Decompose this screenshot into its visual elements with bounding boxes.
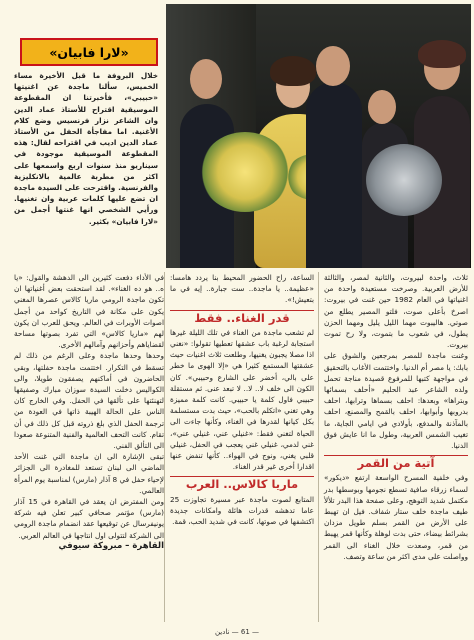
- box-title: [20, 38, 158, 66]
- left-paragraph-3: وحدها وحدها ماجدة وعلى الرغم من ذلك لم تسقط في التكرار. اختتمت ماجدة حفلتها، وبقي الحاضرون في أماكنهم يصفقون طويلا، والى الكواليس دخلت السيدة سوزان مبارك وصفيقها لتهنئتها على تألقها في الحفل. وفي الخارج كان الناس على الحالة الهيبة ذاتها في العودة من ترجمة الحفل الذي بلغ ذروته قبل كل ذلك في أن تقام. كانت التحف العالمية والفنية المتنوعة صعودا الى التألق الفني.: [14, 351, 164, 451]
- man-right-face: [316, 46, 350, 86]
- right-paragraph-2: وغنت ماجدة للمصر بمرجعين والشوق على بابك: يا مصر أم الدنيا. واختتمت الأغاب بالتحقيق في مواجهة كتبها للمرفوع قصيدة مناجة تحمل ولده الشاعر عبد الحليم «أحلف بسمائها وبتراها» وبعدها: احلف بسماها وترابها، احلف بدروبها وأبوابها، احلف بالقمح والمصنع، احلف بالمآذنة والمدفع، بأولادي في ايامي الجاية، ما تغيب الشمس العربية، وطول ما انا عايش فوق الدنيا.: [324, 351, 468, 451]
- left-column-bottom: [14, 272, 164, 552]
- page-footer: — 61 — نادين: [214, 628, 260, 636]
- left-paragraph-2: في الأداء دفعت كثيرين الى الدهشة والقول: «يا ه.. هو ده الغناء». لقد استحقت بعض أغنياتها ان تكون ماجدة الرومي ماريا كالاس عصرها المغني يكون على مكانة في التاريخ كواحد من أجمل اصوات الأوبرات في العالم. ويحق للعرب ان يكون لهم «ماريا كالاس» التي تفرد بصوتها مساحة لقضاياهم وأحزانهم وآمالهم الأخرى.: [14, 273, 164, 350]
- box-title-text: «لارا فابيان»: [49, 44, 129, 60]
- middle-paragraph-3: المتابع لصوت ماجدة عبر مسيرة تجاوزت 25 عاما تدهشه قدرات هائلة وامكانات جديدة اكتشفها في صوتها، كانت في شديد الحب، قمة.: [170, 494, 314, 527]
- subheading-1: آتية من القمر: [324, 455, 468, 469]
- left-column-top: [14, 70, 158, 227]
- woman-right-2-hair: [418, 40, 466, 68]
- middle-paragraph-2: لم تشعب ماجدة من الغناء في تلك الليلة غيرها استجابة لرغبة باب عشقها تعطيها تقولوا: «نغني اذا مصلا يجبون يغنيها، وطلعت ثلاث اغنيات حيث عشقتها المستمع كثيرا هي «إلا الهوى ما خطر على بالي، أخضر على الشارع وحبيبي». كان الكون الى خلف لا.. لا.. لا تبعد عنى. ثم مستقلة حبيبي فاول كلمة يا حبيبي. كانت كلمة مميزة وهي تغني «اتكلم بالحب»، حيث بدت مستسلمة بكل كيانها لقدرها في الغناء، وكأنها جاءت الى الحياة لتغني فقط: «غنيلي عني، غنيلي عني»، غني لدمي، غنيلي غني يعجب في الحفل، غنيلي قلبي يغني، ونوج في الهواء.. كأنها تنفض عنها اقدارا أخرى غير قدر الغناء.: [170, 327, 314, 472]
- middle-paragraph-1: الساعة، راح الحضور المحيط بنا يردد هامسا: «عظيمة.. يا ماجدة.. ست جبارة.. إيه في ما بتعيش!».: [170, 273, 314, 305]
- right-paragraph-1: ثلاث، واحدة لبيروت، والثانية لمصر، والثالثة للأرض العربية. وصرخت مستعيدة واحدة من اغنياتها في العام 1982 حين غنت في بيروت: اصرخ بأعلى صوت، فلتو المصير يطلع من صوتي. هاليبوت مهما الليل يليل ومهما الحزن يطول، في شعوب ما بتموت، ولا رح تموت بيروت.: [324, 273, 468, 350]
- singer-hair: [270, 56, 316, 86]
- subheading-3: ماريا كالاس.. العرب: [170, 476, 314, 490]
- author-credit: القاهرة – مبروكة سيوفي: [58, 540, 164, 551]
- right-paragraph-3: وفي خلفية المسرح الواسعة ارتفع «ديكور» لسماء زرقاء صافية تسطع نجومها وبوسطها بدر مكتمل شديد التوهج، وعلى صفحة هذا البدر تلألأ طيف ماجدة خلف ستار شفاف. فيل ان تهبط على الأرض من القمر بسلم طويل مزدان بشرائط بيضاء، حتى بدت لوهلة وكأنها قمر يهبط من قمر، وصعدت خلال الغناء الى القمر وواصلت على مدى اكثر من ساعة وتصف.: [324, 473, 468, 561]
- middle-column: [170, 272, 314, 527]
- man-left-face: [190, 59, 222, 99]
- left-paragraph-4: تبقى الإشارة الى ان ماجدة التي غنت الأحد الماضي الى لبنان تستعد للمغادرة الى الجزائر لإحياء حفل في 8 آذار (مارس) لمناسبة يوم المرأة العالمي.: [14, 452, 164, 495]
- event-photo: [166, 4, 471, 268]
- flower-bouquet: [200, 132, 290, 212]
- trophy-plate: [366, 144, 442, 216]
- column-divider-2: [318, 272, 319, 622]
- right-column: [324, 272, 468, 562]
- woman-right-1-face: [368, 90, 396, 124]
- left-paragraph-1: خلال البروفة ما قبل الأخيرة مساء الخميس، سألنا ماجدة عن اغنيتها «حبيبي»، فأخبرتنا ان المقطوعة الموسيقية اقتراح للأستاذ عماد الدين وان الشاعر نزار فرنسيس وضع كلام الأغنية. اما مفاجأة الحفل من الأستاذ عماد الدين اديب في اقتراحه لقال: هذه المقطوعة الموسيقية موجودة في سيناريو منذ سنوات اربع واسمعها على اكثر من مطربة عالمية بالانكليزية والفرنسية. واقترحت على السيدة ماجدة ان تضع عليها كلمات عربية وان تغنيها. ورأيي الشخصي انها غنتها أجمل من «لارا فابيان» بكثير.: [14, 71, 158, 226]
- subheading-2: قدر الغناء.. فقط: [170, 310, 314, 324]
- column-divider-1: [164, 272, 165, 622]
- left-paragraph-5: ومن المفترض ان يعقد في القاهرة في 15 آذار (مارس) مؤتمر صحافي كبير تعلن فيه شركة يونيفرسال عن توقيعها عقد انضمام ماجدة الرومي الى الشركة لتتولى اول انتاجها في العالم العربي.: [14, 497, 164, 540]
- man-right: [306, 82, 362, 268]
